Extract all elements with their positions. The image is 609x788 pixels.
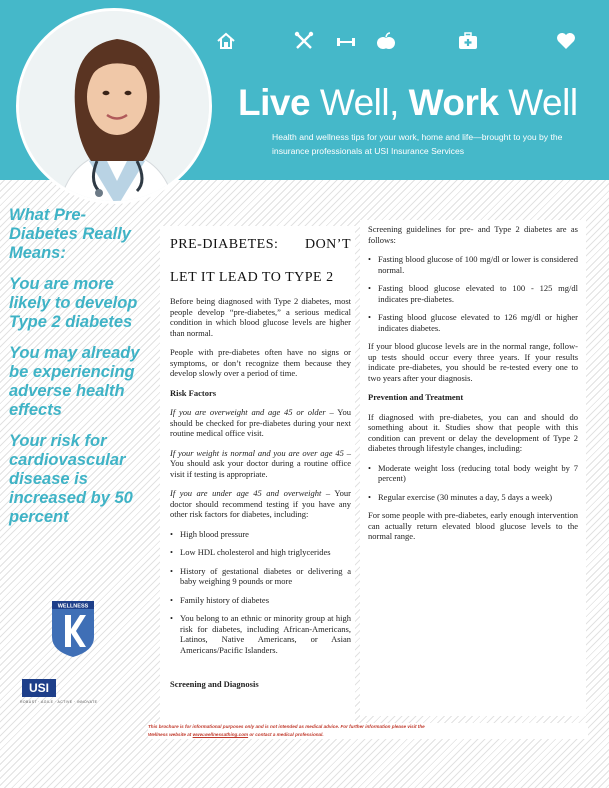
article-column-right [360, 220, 586, 716]
sidebar-point-3: Your risk for cardiovascular disease is increased by 50 percent [9, 432, 133, 526]
wellness-website-link[interactable]: www.wellnessathing.com [192, 732, 249, 737]
doctor-photo [16, 8, 212, 204]
risk-factors-heading: Risk Factors [170, 387, 217, 398]
risk-item-2 [170, 448, 351, 480]
disclaimer-line-2-start: Wellness website at [148, 732, 193, 737]
intro-paragraph-2: People with pre-diabetes often have no signs or symptoms, or don’t recognize them because they develop slowly over a period of time. [170, 347, 351, 378]
list-item: • Fasting blood glucose of 100 mg/dl or lower is considered normal. [368, 254, 578, 275]
apple-icon [375, 30, 397, 52]
header-subtitle: Health and wellness tips for your work, home and life—brought to you by the insurance professionals at USI Insurance Services [272, 132, 563, 156]
disclaimer-line-2 [148, 731, 588, 739]
wellness-k-logo [52, 601, 94, 657]
article-title-line-1: PRE-DIABETES: DON’T [170, 237, 351, 252]
list-item: • History of gestational diabetes or delivering a baby weighing 9 pounds or more [170, 566, 351, 587]
article-column-left [160, 226, 355, 726]
list-item: • Low HDL cholesterol and high triglycerides [170, 547, 351, 558]
list-item: • Fasting blood glucose elevated to 126 mg/dl or higher indicates diabetes. [368, 312, 578, 333]
title-live: Live [238, 82, 311, 123]
risk-item-3-condition: If you are under age 45 and overweight [170, 488, 322, 498]
risk-item-3-advice: – Your doctor should recommend testing if you have any other risk factors for diabetes, including: [170, 488, 351, 519]
list-item: • Fasting blood glucose elevated to 100 - 125 mg/dl indicates pre-diabetes. [368, 283, 578, 304]
heart-icon [555, 30, 577, 52]
screening-intro: Screening guidelines for pre- and Type 2 diabetes are as follows: [368, 224, 578, 245]
article-title-line-2: LET IT LEAD TO TYPE 2 [170, 270, 334, 285]
list-item: • You belong to an ethnic or minority group at high risk for diabetes, including African-Americans, Latinos, Native Americans, or Asian Americans/Pacific Islanders. [170, 613, 351, 655]
fitness-icon [335, 30, 357, 52]
risk-item-2-condition: If your weight is normal and you are over age 45 [170, 447, 344, 458]
title-well-2: Well [498, 82, 578, 123]
footer-disclaimer [148, 723, 588, 739]
risk-item-2-advice: – You should ask your doctor during a routine office visit if testing is appropriate. [170, 447, 351, 479]
sidebar-point-2: You may already be experiencing adverse health effects [9, 344, 140, 419]
home-icon [215, 30, 237, 52]
list-item: • Family history of diabetes [170, 595, 351, 606]
usi-logo [18, 679, 114, 709]
title-work: Work [408, 82, 499, 123]
risk-item-1 [170, 407, 351, 439]
medical-kit-icon [457, 30, 479, 52]
list-item: • High blood pressure [170, 529, 351, 540]
list-item: • Regular exercise (30 minutes a day, 5 days a week) [368, 492, 578, 503]
wellness-logo-text: WELLNESS [57, 603, 89, 610]
prevention-heading: Prevention and Treatment [368, 392, 464, 402]
intro-paragraph: Before being diagnosed with Type 2 diabetes, most people develop “pre-diabetes,” a serious medical condition in which blood glucose levels are higher than normal. [170, 296, 351, 338]
screening-heading: Screening and Diagnosis [170, 679, 259, 689]
risk-item-3 [170, 488, 351, 520]
sidebar [0, 206, 148, 726]
prevention-intro: If diagnosed with pre-diabetes, you can and should do something about it. Studies show that people with this condition can prevent or delay the development of Type 2 diabetes through lifestyle changes, including: [368, 411, 578, 453]
prevention-list [368, 463, 578, 503]
usi-tagline: ROBUST · AGILE · ACTIVE · INNOVATE [20, 700, 98, 704]
risk-factor-list [170, 529, 351, 656]
disclaimer-line-1: This brochure is for informational purposes only and is not intended as medical advice. For further information please visit the [148, 724, 425, 729]
screening-followup: If your blood glucose levels are in the normal range, follow-up tests should occur every three years. If your results indicate pre-diabetes, you should be re-tested every one to two years after your diagnosis. [368, 341, 578, 383]
disclaimer-line-2-end: or contact a medical professional. [248, 732, 324, 737]
usi-logo-mark: USI [22, 679, 56, 697]
list-item: • Moderate weight loss (reducing total body weight by 7 percent) [368, 463, 578, 484]
sidebar-point-1: You are more likely to develop Type 2 diabetes [9, 275, 138, 331]
risk-item-1-advice: – You should be checked for pre-diabetes during your next routine medical office visit. [170, 407, 351, 438]
risk-item-1-condition: If you are overweight and age 45 or older [170, 407, 326, 417]
closing-paragraph: For some people with pre-diabetes, early enough intervention can actually return elevated blood glucose levels to the normal range. [368, 510, 578, 541]
page-title [238, 82, 578, 124]
header-icon-row [205, 30, 595, 60]
sidebar-heading: What Pre-Diabetes Really Means: [9, 206, 131, 262]
title-well-1: Well, [310, 82, 409, 123]
screening-list [368, 254, 578, 333]
tools-icon [293, 30, 315, 52]
